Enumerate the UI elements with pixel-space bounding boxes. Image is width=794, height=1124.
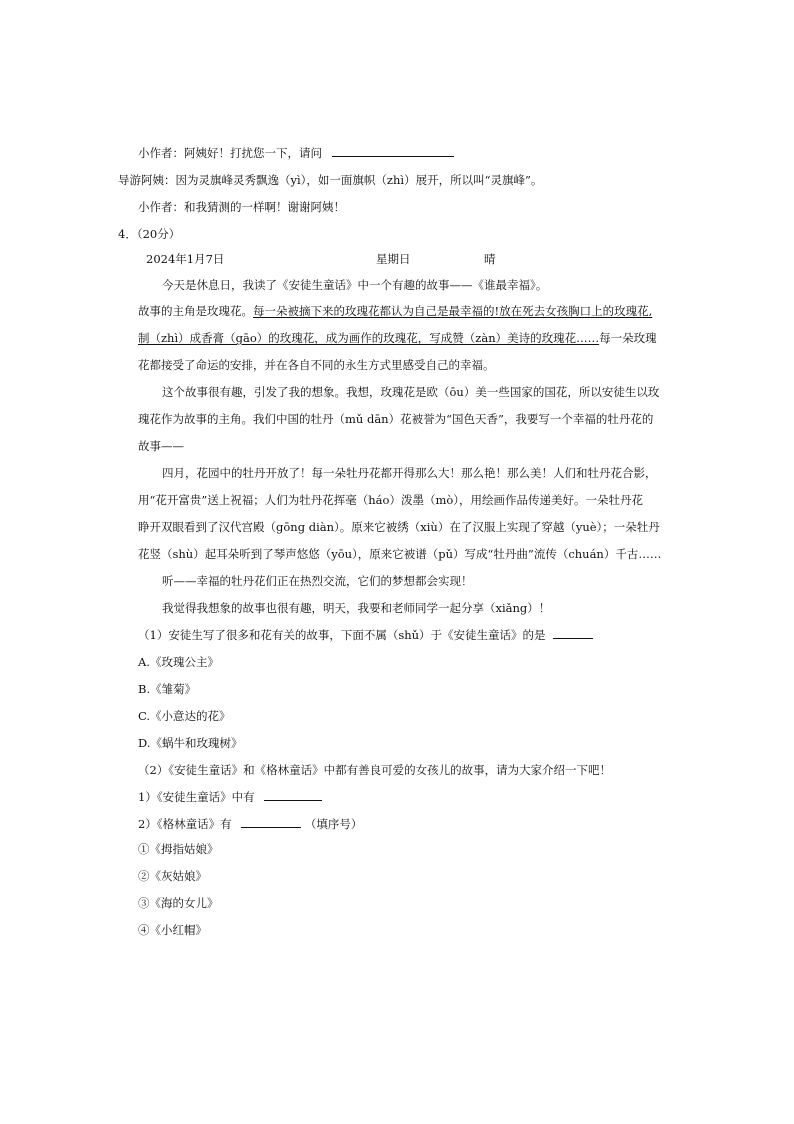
subquestion-1-prompt [138, 627, 593, 643]
option-a: A.《玫瑰公主》 [138, 655, 219, 669]
dialog-line-1-text: 小作者：阿姨好！打扰您一下，请问 [138, 146, 322, 160]
underlined-sentence-part2: 制（zhì）成香膏（gāo）的玫瑰花，成为画作的玫瑰花，写成赞（zàn）美诗的玫瑰花…… [138, 331, 600, 345]
subquestion-2-prompt: （2）《安徒生童话》和《格林童话》中都有善良可爱的女孩儿的故事，请为大家介绍一下吧！ [138, 763, 612, 777]
passage-p6: 我觉得我想象的故事也很有趣，明天，我要和老师同学一起分享（xiǎng）！ [162, 601, 551, 615]
passage-p4-line2: 用“花开富贵”送上祝福；人们为牡丹花挥毫（háo）泼墨（mò），用绘画作品传递美好。一朵牡丹花 [138, 493, 644, 507]
passage-p4-line3: 睁开双眼看到了汉代宫殿（gōng diàn）。原来它被绣（xiù）在了汉服上实现了穿越（yuè）；一朵牡丹 [138, 520, 660, 534]
diary-weekday: 星期日 [376, 252, 411, 266]
passage-p2-start: 故事的主角是玫瑰花。 [138, 304, 253, 318]
passage-p1: 今天是休息日，我读了《安徒生童话》中一个有趣的故事——《谁最幸福》。 [162, 278, 548, 292]
passage-p4-line4: 花竖（shù）起耳朵听到了琴声悠悠（yōu），原来它被谱（pǔ）写成“牡丹曲”流传（chuán）千古…… [138, 547, 662, 561]
passage-p5: 听——幸福的牡丹花们正在热烈交流，它们的梦想都会实现！ [162, 574, 473, 588]
question-4-header: 4．（20分） [118, 227, 181, 241]
passage-p3-line3: 故事—— [138, 439, 184, 453]
dialog-line-3: 小作者：和我猜测的一样啊！谢谢阿姨！ [138, 200, 345, 214]
choice-4: ④《小红帽》 [138, 923, 207, 937]
passage-p4-line1: 四月，花园中的牡丹开放了！每一朵牡丹花都开得那么大！那么艳！那么美！人们和牡丹花合影， [162, 466, 657, 480]
choice-1: ①《拇指姑娘》 [138, 842, 219, 856]
subquestion-2-item-2-text: 2）《格林童话》有 [138, 817, 232, 831]
answer-blank[interactable] [553, 627, 593, 639]
choice-3: ③《海的女儿》 [138, 896, 219, 910]
diary-date: 2024年1月7日 [146, 252, 225, 266]
choice-2: ②《灰姑娘》 [138, 869, 207, 883]
passage-p2-line2 [138, 330, 657, 346]
answer-blank[interactable] [264, 789, 322, 801]
subquestion-2-item-2-note: （填序号） [304, 817, 363, 831]
option-c: C.《小意达的花》 [138, 709, 231, 723]
passage-p2-line1 [138, 303, 652, 319]
option-b: B.《雏菊》 [138, 682, 197, 696]
answer-blank[interactable] [241, 816, 301, 828]
subquestion-2-item-1 [138, 789, 322, 805]
option-d: D.《蜗牛和玫瑰树》 [138, 736, 243, 750]
answer-blank[interactable] [332, 145, 454, 157]
subquestion-2-item-2 [138, 816, 362, 832]
passage-p2-line3: 花都接受了命运的安排，并在各自不同的永生方式里感受自己的幸福。 [138, 358, 495, 372]
passage-p3-line2: 瑰花作为故事的主角。我们中国的牡丹（mǔ dān）花被誉为“国色天香”，我要写一个幸福的牡丹花的 [138, 412, 654, 426]
subquestion-2-item-1-text: 1）《安徒生童话》中有 [138, 790, 255, 804]
dialog-line-1 [138, 145, 454, 161]
underlined-sentence-part1: 每一朵被摘下来的玫瑰花都认为自己是最幸福的!放在死去女孩胸口上的玫瑰花, [253, 304, 653, 318]
dialog-line-2: 导游阿姨：因为灵旗峰灵秀飘逸（yì），如一面旗帜（zhì）展开，所以叫“灵旗峰”。 [118, 173, 543, 187]
passage-p2-line2-tail: 每一朵玫瑰 [599, 331, 657, 345]
subquestion-1-text: （1）安徒生写了很多和花有关的故事，下面不属（shǔ）于《安徒生童话》的是 [138, 628, 546, 642]
diary-weather: 晴 [484, 252, 496, 266]
passage-p3-line1: 这个故事很有趣，引发了我的想象。我想，玫瑰花是欧（ōu）美一些国家的国花，所以安徒生以玫 [162, 385, 660, 399]
